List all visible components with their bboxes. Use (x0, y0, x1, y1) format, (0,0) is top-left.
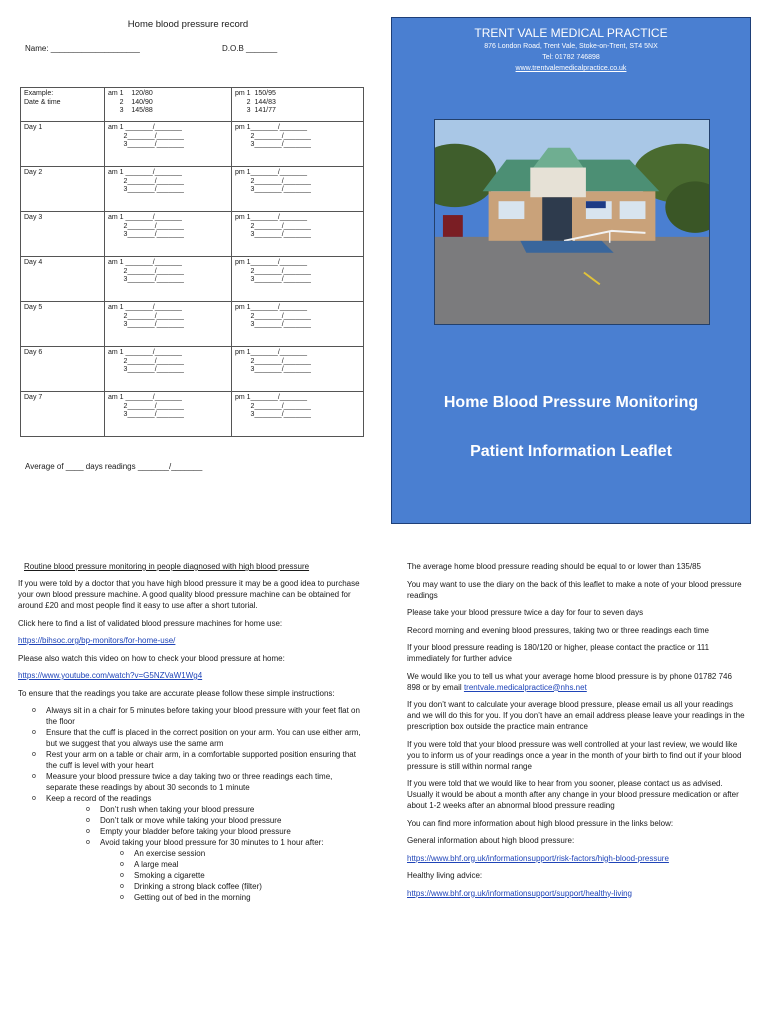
list-item: o Empty your bladder before taking your blood pressure (18, 826, 362, 837)
list-item: o Smoking a cigarette (18, 870, 362, 881)
example-label: Example: (24, 90, 54, 97)
day-label: Day 5 (24, 304, 43, 311)
report-text: We would like you to tell us what your average home blood pressure is by phone 01782 746 898 or by email (407, 671, 732, 692)
pm-reading-blank[interactable]: 2_______/_______ (235, 402, 311, 410)
pm-reading-blank[interactable]: 3_______/_______ (235, 366, 311, 373)
diary-paragraph: You may want to use the diary on the back of this leaflet to make a note of your blood pressure readings (407, 579, 742, 600)
am-reading-blank[interactable]: 3_______/_______ (108, 411, 184, 418)
pm-reading-blank[interactable]: pm 1_______/_______ (235, 349, 308, 356)
pm-reading-blank[interactable]: pm 1_______/_______ (235, 259, 308, 266)
example-label-cell (21, 88, 105, 122)
pm-reading-blank[interactable]: pm 1_______/_______ (235, 304, 308, 311)
day-label: Day 4 (24, 259, 43, 266)
am-readings-cell (105, 257, 232, 302)
target-paragraph: The average home blood pressure reading should be equal to or lower than 135/85 (407, 562, 701, 571)
day-label: Day 3 (24, 214, 43, 221)
day-label-cell (21, 347, 105, 392)
am-reading-blank[interactable]: 3_______/_______ (108, 321, 184, 328)
leaflet-title: Home Blood Pressure Monitoring (443, 394, 699, 411)
example-am-cell (105, 88, 232, 122)
healthy-living-label: Healthy living advice: (407, 871, 483, 880)
pm-readings-cell (232, 212, 364, 257)
am-readings-cell (105, 212, 232, 257)
annual-review-paragraph: If you were told that your blood pressure was well controlled at your last review, we would like you to inform us of your readings once a year in the month of your birth to find out if your blood pressure is still within normal range (407, 739, 742, 771)
record-title: Home blood pressure record (127, 19, 249, 30)
advice-column (407, 561, 747, 905)
am-reading-blank[interactable]: 2_______/_______ (108, 402, 184, 410)
am-reading-blank[interactable]: 2_______/_______ (108, 222, 184, 230)
day-row (21, 392, 364, 437)
example-pm-reading: pm 1 150/95 (235, 90, 276, 97)
pm-reading-blank[interactable]: pm 1_______/_______ (235, 124, 308, 131)
practice-email-link[interactable]: trentvale.medicalpractice@nhs.net (463, 682, 587, 692)
day-label-cell (21, 302, 105, 347)
pm-reading-blank[interactable]: 3_______/_______ (235, 276, 311, 283)
pm-reading-blank[interactable]: 3_______/_______ (235, 411, 311, 418)
pm-readings-cell (232, 392, 364, 437)
more-info-paragraph: You can find more information about high blood pressure in the links below: (407, 818, 674, 828)
pm-readings-cell (232, 347, 364, 392)
email-paragraph: If you don’t want to calculate your average blood pressure, please email us all your readings and we will do this for you. If you don’t have an email address please leave your readings in the prescription box outside the practice main entrance (407, 700, 745, 731)
example-pm-cell (232, 88, 364, 122)
pm-reading-blank[interactable]: 2_______/_______ (235, 312, 311, 320)
am-reading-blank[interactable]: 2_______/_______ (108, 132, 184, 140)
list-item: o Always sit in a chair for 5 minutes before taking your blood pressure with your feet flat on the floor (18, 705, 362, 727)
average-readings-line: Average of ____ days readings _______/_______ (25, 462, 203, 471)
am-readings-cell (105, 167, 232, 212)
pm-reading-blank[interactable]: pm 1_______/_______ (235, 394, 308, 401)
machines-paragraph: Click here to find a list of validated blood pressure machines for home use: (18, 618, 283, 628)
youtube-link[interactable]: https://www.youtube.com/watch?v=G5NZVaW1Wg4 (18, 671, 203, 680)
am-reading-blank[interactable]: 3_______/_______ (108, 186, 184, 193)
day-row (21, 212, 364, 257)
day-row (21, 167, 364, 212)
list-item: o Keep a record of the readings (18, 793, 362, 804)
example-pm-reading: 2 144/83 (235, 98, 276, 106)
list-item: o An exercise session (18, 848, 362, 859)
pm-reading-blank[interactable]: 3_______/_______ (235, 321, 311, 328)
am-reading-blank[interactable]: am 1 _______/_______ (108, 394, 182, 401)
name-field: Name: ____________________ (25, 44, 140, 53)
record-paragraph: Record morning and evening blood pressures, taking two or three readings each time (407, 625, 709, 635)
list-item: o Drinking a strong black coffee (filter) (18, 881, 362, 892)
day-label-cell (21, 167, 105, 212)
practice-phone: Tel: 01782 746898 (542, 54, 600, 61)
list-item: o Getting out of bed in the morning (18, 892, 362, 903)
list-item: o Measure your blood pressure twice a day taking two or three readings each time, separate these readings by about 30 seconds to 1 minute (18, 771, 362, 793)
day-label: Day 7 (24, 394, 43, 401)
list-item: o A large meal (18, 859, 362, 870)
am-reading-blank[interactable]: am 1 _______/_______ (108, 169, 182, 176)
general-info-label: General information about high blood pressure: (407, 836, 575, 845)
practice-building-photo (434, 119, 710, 325)
example-datetime-label: Date & time (24, 98, 61, 106)
bihsoc-link[interactable]: https://bihsoc.org/bp-monitors/for-home-use/ (18, 636, 176, 645)
day-label: Day 2 (24, 169, 43, 176)
am-reading-blank[interactable]: am 1 _______/_______ (108, 349, 182, 356)
am-readings-cell (105, 122, 232, 167)
list-item: o Avoid taking your blood pressure for 30 minutes to 1 hour after: (18, 837, 362, 848)
pm-reading-blank[interactable]: 2_______/_______ (235, 267, 311, 275)
am-reading-blank[interactable]: 2_______/_______ (108, 312, 184, 320)
pm-reading-blank[interactable]: 2_______/_______ (235, 177, 311, 185)
bp-record-table (20, 87, 364, 437)
instructions-list (18, 705, 362, 903)
pm-readings-cell (232, 257, 364, 302)
day-row (21, 257, 364, 302)
instructions-paragraph: To ensure that the readings you take are accurate please follow these simple instructions: (18, 688, 335, 698)
am-reading-blank[interactable]: am 1 _______/_______ (108, 304, 182, 311)
day-row (21, 347, 364, 392)
list-item: o Don’t rush when taking your blood pressure (18, 804, 362, 815)
am-reading-blank[interactable]: 3_______/_______ (108, 141, 184, 148)
am-reading-blank[interactable]: 3_______/_______ (108, 276, 184, 283)
leaflet-subtitle: Patient Information Leaflet (470, 443, 672, 460)
practice-name: TRENT VALE MEDICAL PRACTICE (474, 26, 668, 40)
am-reading-blank[interactable]: am 1 _______/_______ (108, 259, 182, 266)
pm-reading-blank[interactable]: 2_______/_______ (235, 132, 311, 140)
monitoring-guidance-column (18, 561, 362, 903)
bhf-risk-link[interactable]: https://www.bhf.org.uk/informationsupport/risk-factors/high-blood-pressure (407, 853, 669, 863)
report-paragraph (407, 671, 747, 693)
practice-address: 876 London Road, Trent Vale, Stoke-on-Trent, ST4 5NX (484, 43, 658, 50)
am-reading-blank[interactable]: 3_______/_______ (108, 366, 184, 373)
day-label-cell (21, 122, 105, 167)
day-label-cell (21, 257, 105, 302)
pm-reading-blank[interactable]: 2_______/_______ (235, 222, 311, 230)
am-readings-cell (105, 392, 232, 437)
day-label-cell (21, 212, 105, 257)
section-heading: Routine blood pressure monitoring in people diagnosed with high blood pressure (24, 562, 310, 571)
bhf-healthy-living-link[interactable]: https://www.bhf.org.uk/informationsupport/support/healthy-living (407, 888, 633, 898)
pm-reading-blank[interactable]: 3_______/_______ (235, 141, 311, 148)
list-item: o Don’t talk or move while taking your blood pressure (18, 815, 362, 826)
dob-field: D.O.B _______ (222, 44, 278, 53)
pm-reading-blank[interactable]: 2_______/_______ (235, 357, 311, 365)
pm-reading-blank[interactable]: 3_______/_______ (235, 186, 311, 193)
pm-reading-blank[interactable]: pm 1_______/_______ (235, 214, 308, 221)
practice-website-link[interactable]: www.trentvalemedicalpractice.co.uk (515, 65, 627, 72)
am-readings-cell (105, 347, 232, 392)
pm-readings-cell (232, 167, 364, 212)
example-row (21, 88, 364, 122)
example-am-reading: am 1 120/80 (108, 90, 153, 97)
bp-record-sheet (0, 0, 384, 540)
list-item: o Rest your arm on a table or chair arm, in a comfortable supported position ensuring that the cuff is level with your heart (18, 749, 362, 771)
sooner-paragraph: If you were told that we would like to hear from you sooner, please contact us as advised. Usually it would be about a month after any change in your blood pressure medication or after about 1-2 weeks after an abnormal blood pressure reading (407, 779, 739, 810)
day-row (21, 122, 364, 167)
video-paragraph: Please also watch this video on how to check your blood pressure at home: (18, 653, 285, 663)
pm-readings-cell (232, 122, 364, 167)
example-am-reading: 2 140/90 (108, 98, 153, 106)
day-label: Day 6 (24, 349, 43, 356)
pm-readings-cell (232, 302, 364, 347)
pm-reading-blank[interactable]: pm 1_______/_______ (235, 169, 308, 176)
day-row (21, 302, 364, 347)
intro-paragraph: If you were told by a doctor that you have high blood pressure it may be a good idea to purchase your own blood pressure machine. A good quality blood pressure machine can be obtained for around £20 and most people find it easy to use after a short tutorial. (18, 579, 360, 610)
list-item: o Ensure that the cuff is placed in the correct position on your arm. You can use either arm, but we suggest that you always use the same arm (18, 727, 362, 749)
frequency-paragraph: Please take your blood pressure twice a day for four to seven days (407, 608, 644, 617)
day-label-cell (21, 392, 105, 437)
am-reading-blank[interactable]: 2_______/_______ (108, 177, 184, 185)
am-reading-blank[interactable]: 3_______/_______ (108, 231, 184, 238)
am-readings-cell (105, 302, 232, 347)
am-reading-blank[interactable]: 2_______/_______ (108, 267, 184, 275)
am-reading-blank[interactable]: 2_______/_______ (108, 357, 184, 365)
example-pm-reading: 3 141/77 (235, 107, 276, 114)
pm-reading-blank[interactable]: 3_______/_______ (235, 231, 311, 238)
example-am-reading: 3 145/88 (108, 107, 153, 114)
am-reading-blank[interactable]: am 1 _______/_______ (108, 214, 182, 221)
urgent-paragraph: If your blood pressure reading is 180/120 or higher, please contact the practice or 111 immediately for further advice (407, 643, 710, 663)
day-label: Day 1 (24, 124, 43, 131)
leaflet-cover (391, 17, 751, 524)
am-reading-blank[interactable]: am 1 _______/_______ (108, 124, 182, 131)
